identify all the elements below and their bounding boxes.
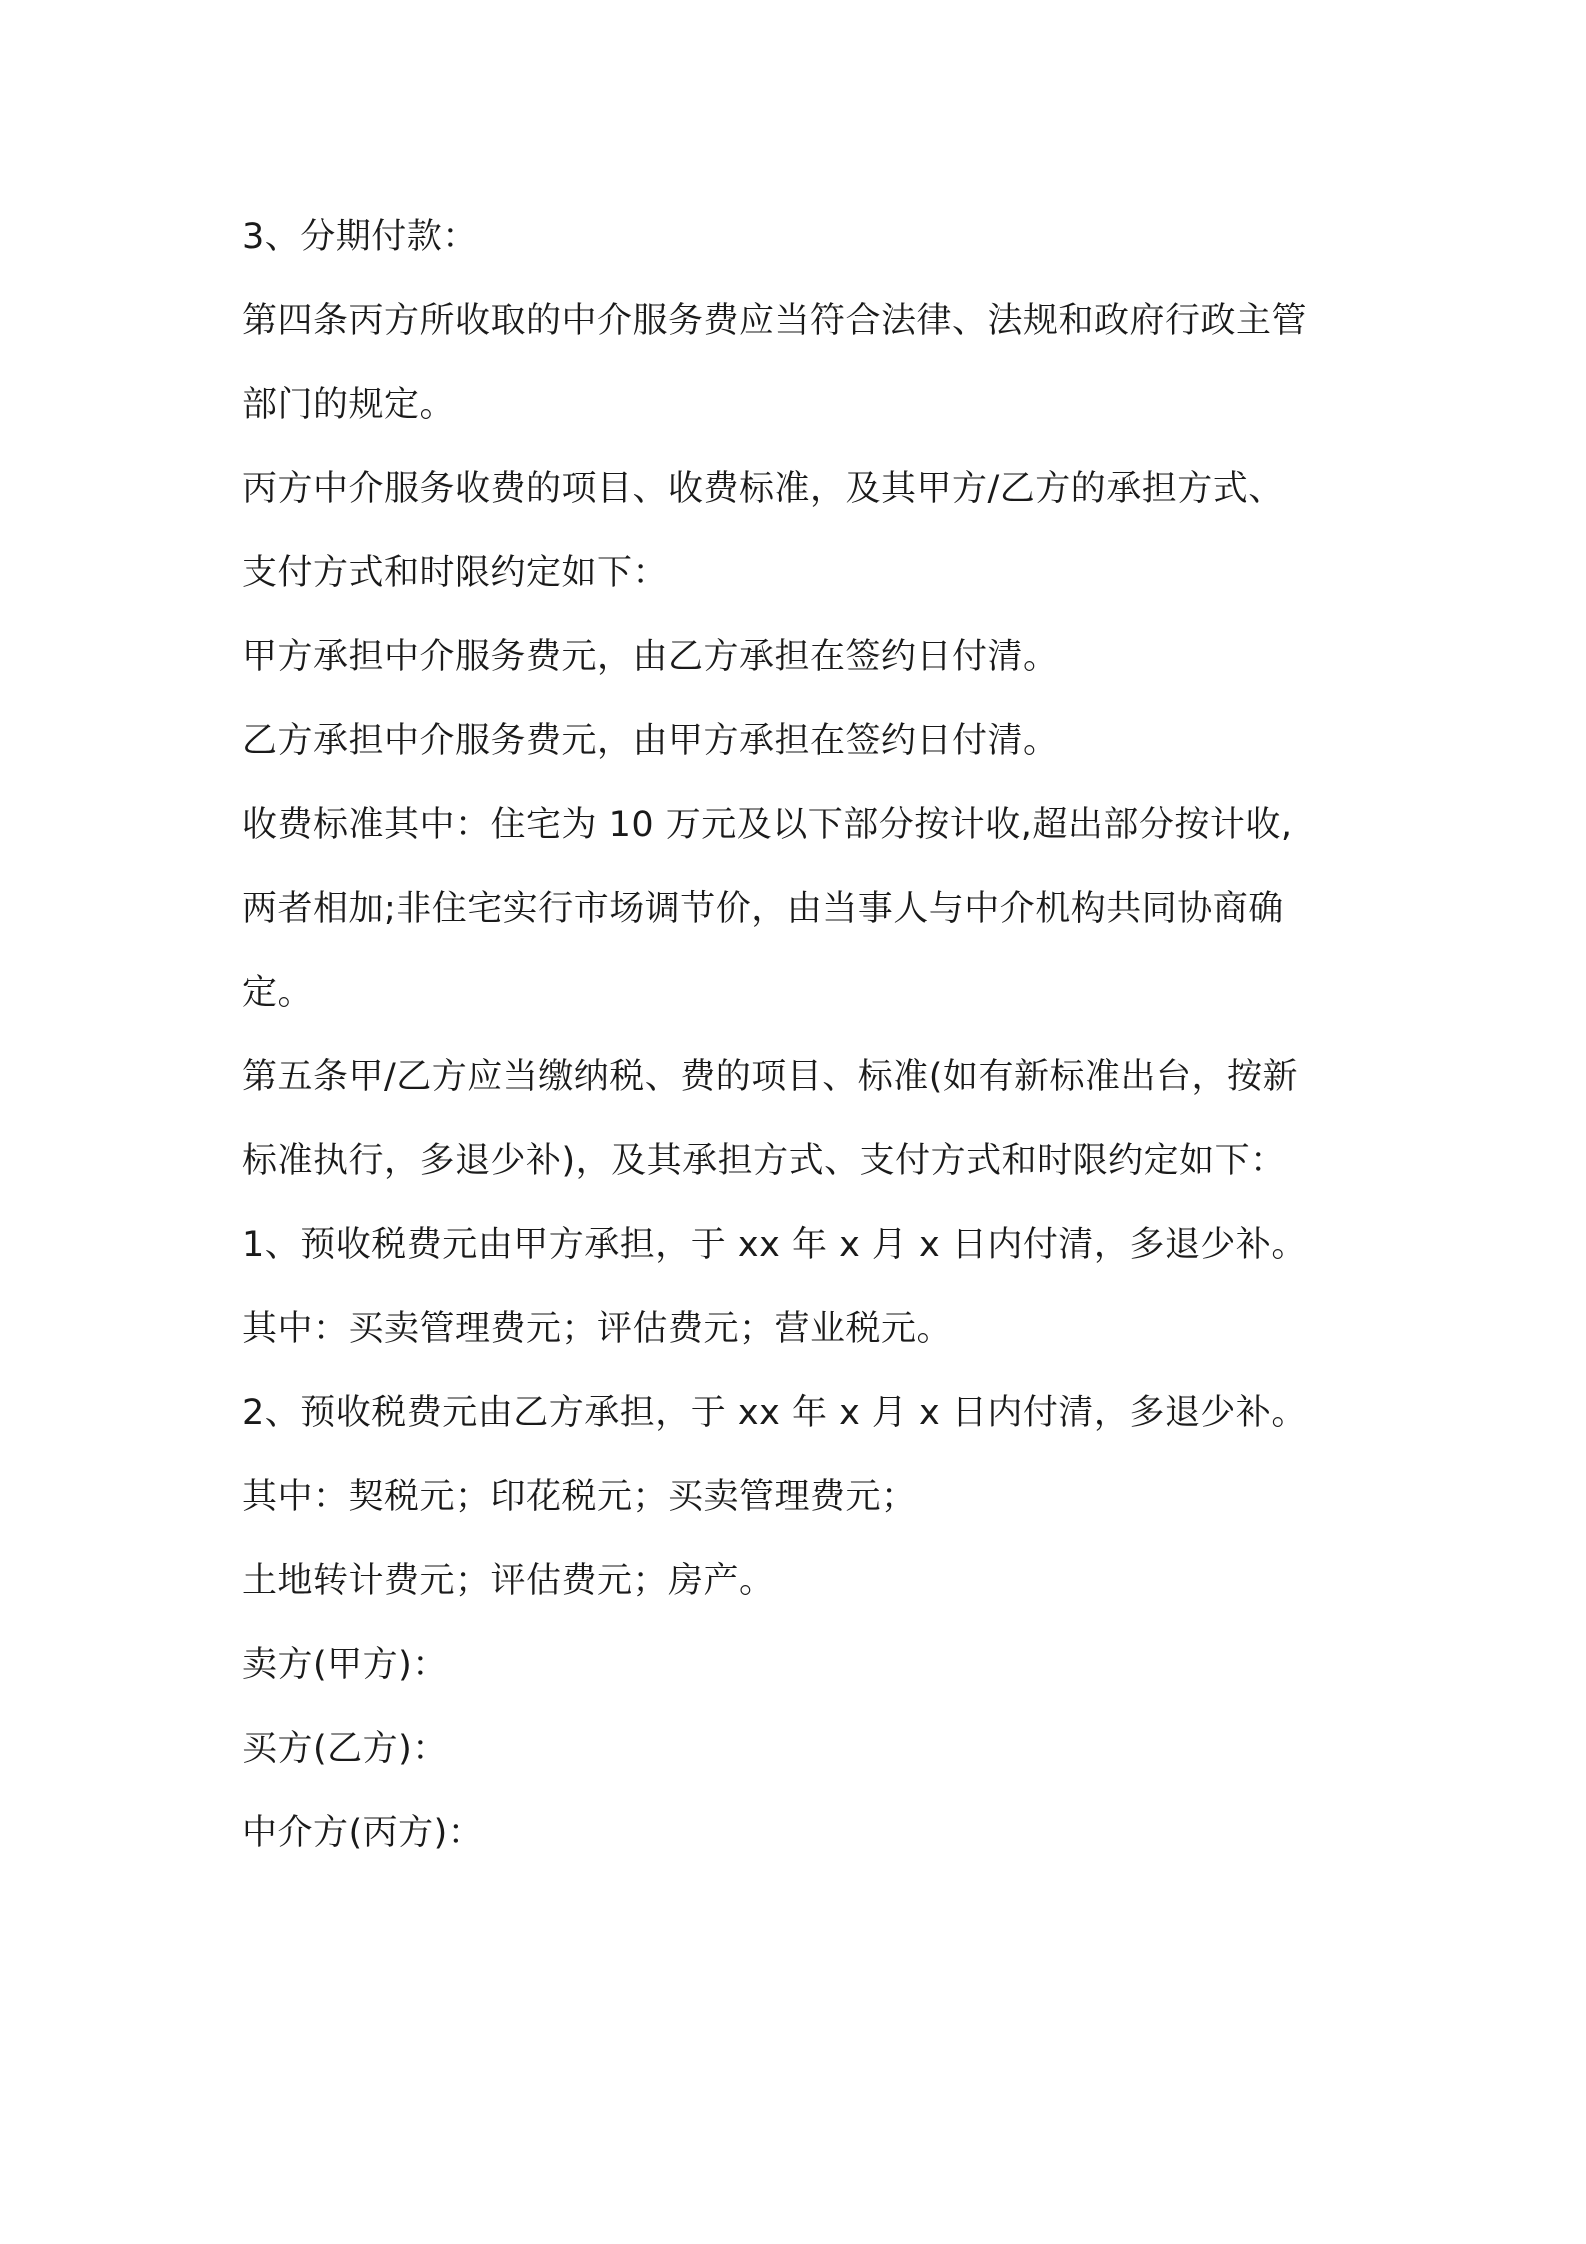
article-5-text: 第五条甲/乙方应当缴纳税、费的项目、标准(如有新标准出台，按新: [242, 1057, 1298, 1097]
article-4-text: 部门的规定。: [242, 385, 456, 425]
fee-standard-text: 定。: [242, 973, 314, 1013]
party-b-fee-text: 乙方承担中介服务费元，由甲方承担在签约日付清。: [242, 721, 1059, 761]
tax-item-2: 2、预收税费元由乙方承担，于 xx 年 x 月 x 日内付清，多退少补。: [242, 1393, 1307, 1433]
tax-item-2-detail: 土地转计费元；评估费元；房产。: [242, 1561, 775, 1601]
fee-terms-text: 丙方中介服务收费的项目、收费标准，及其甲方/乙方的承担方式、: [242, 469, 1284, 509]
party-a-fee-text: 甲方承担中介服务费元，由乙方承担在签约日付清。: [242, 637, 1059, 677]
document-body: [242, 195, 1362, 1875]
tax-item-1: 1、预收税费元由甲方承担，于 xx 年 x 月 x 日内付清，多退少补。: [242, 1225, 1307, 1265]
fee-standard-text: 两者相加;非住宅实行市场调节价，由当事人与中介机构共同协商确: [242, 889, 1284, 929]
agent-signature-label: 中介方(丙方)：: [242, 1813, 484, 1853]
article-5-text: 标准执行，多退少补)，及其承担方式、支付方式和时限约定如下：: [242, 1141, 1286, 1181]
article-4-text: 第四条丙方所收取的中介服务费应当符合法律、法规和政府行政主管: [242, 301, 1308, 341]
tax-item-1-detail: 其中：买卖管理费元；评估费元；营业税元。: [242, 1309, 953, 1349]
tax-item-2-detail: 其中：契税元；印花税元；买卖管理费元；: [242, 1477, 917, 1517]
fee-terms-text: 支付方式和时限约定如下：: [242, 553, 669, 593]
installment-heading: 3、分期付款：: [242, 217, 478, 257]
seller-signature-label: 卖方(甲方)：: [242, 1645, 448, 1685]
buyer-signature-label: 买方(乙方)：: [242, 1729, 448, 1769]
fee-standard-text: 收费标准其中：住宅为 10 万元及以下部分按计收,超出部分按计收,: [242, 805, 1293, 845]
